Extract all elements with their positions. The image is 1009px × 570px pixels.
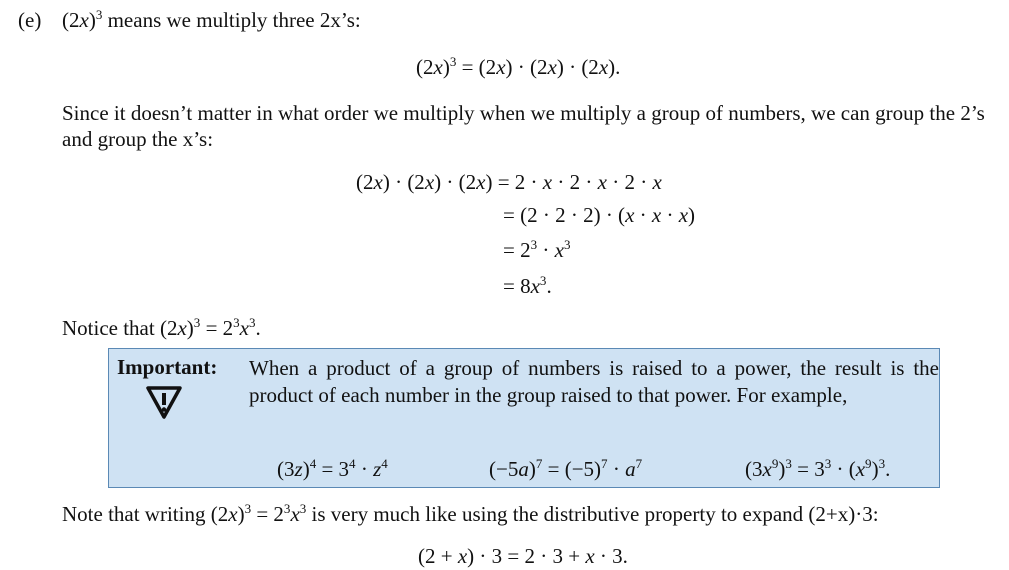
- example-3: $(3x^9)^3 = 3^3 \cdot (x^9)^3$.: [745, 456, 891, 481]
- intro-text: means we multiply three 2x’s:: [102, 8, 361, 32]
- important-box: [108, 348, 940, 488]
- important-text: When a product of a group of numbers is raised to a power, the result is the product of each number in the group raised to that power. For example,: [249, 356, 939, 407]
- derivation-line-1: (2x) · (2x) · (2x) = 2 · x · 2 · x · 2 · x: [356, 170, 662, 194]
- note-line: Note that writing $(2x)^3 = 2^3x^3$ is very much like using the distributive property to expand (2+x)·3:: [62, 501, 879, 526]
- notice-text: Notice that: [62, 316, 160, 340]
- example-1: $(3z)^4 = 3^4 \cdot z^4$: [277, 456, 388, 481]
- equation-expand: $(2x)^3 = (2x) \cdot (2x) \cdot (2x)$.: [416, 54, 621, 79]
- example-2: $(-5a)^7 = (-5)^7 \cdot a^7$: [489, 456, 643, 481]
- note-suffix: is very much like using the distributive property to expand (2+x)·3:: [306, 502, 879, 526]
- paragraph-order: Since it doesn’t matter in what order we multiply when we multiply a group of numbers, we can group the 2’s and group the x’s:: [62, 101, 985, 151]
- notice-line: Notice that $(2x)^3 = 2^3x^3$.: [62, 315, 261, 340]
- equation-distributive: (2 + x) · 3 = 2 · 3 + x · 3.: [418, 544, 628, 568]
- part-label: (e): [18, 8, 42, 32]
- note-prefix: Note that writing: [62, 502, 211, 526]
- derivation-line-3: = $2^3 \cdot x^3$: [503, 237, 571, 262]
- derivation-line-4: = $8x^3$.: [503, 273, 552, 298]
- intro-line: [62, 7, 361, 32]
- exclamation-triangle-icon: [145, 385, 183, 425]
- derivation-line-2: = (2 · 2 · 2) · (x · x · x): [503, 203, 696, 227]
- intro-expr: $(2x)^3$: [62, 7, 103, 32]
- important-label: Important:: [117, 355, 218, 379]
